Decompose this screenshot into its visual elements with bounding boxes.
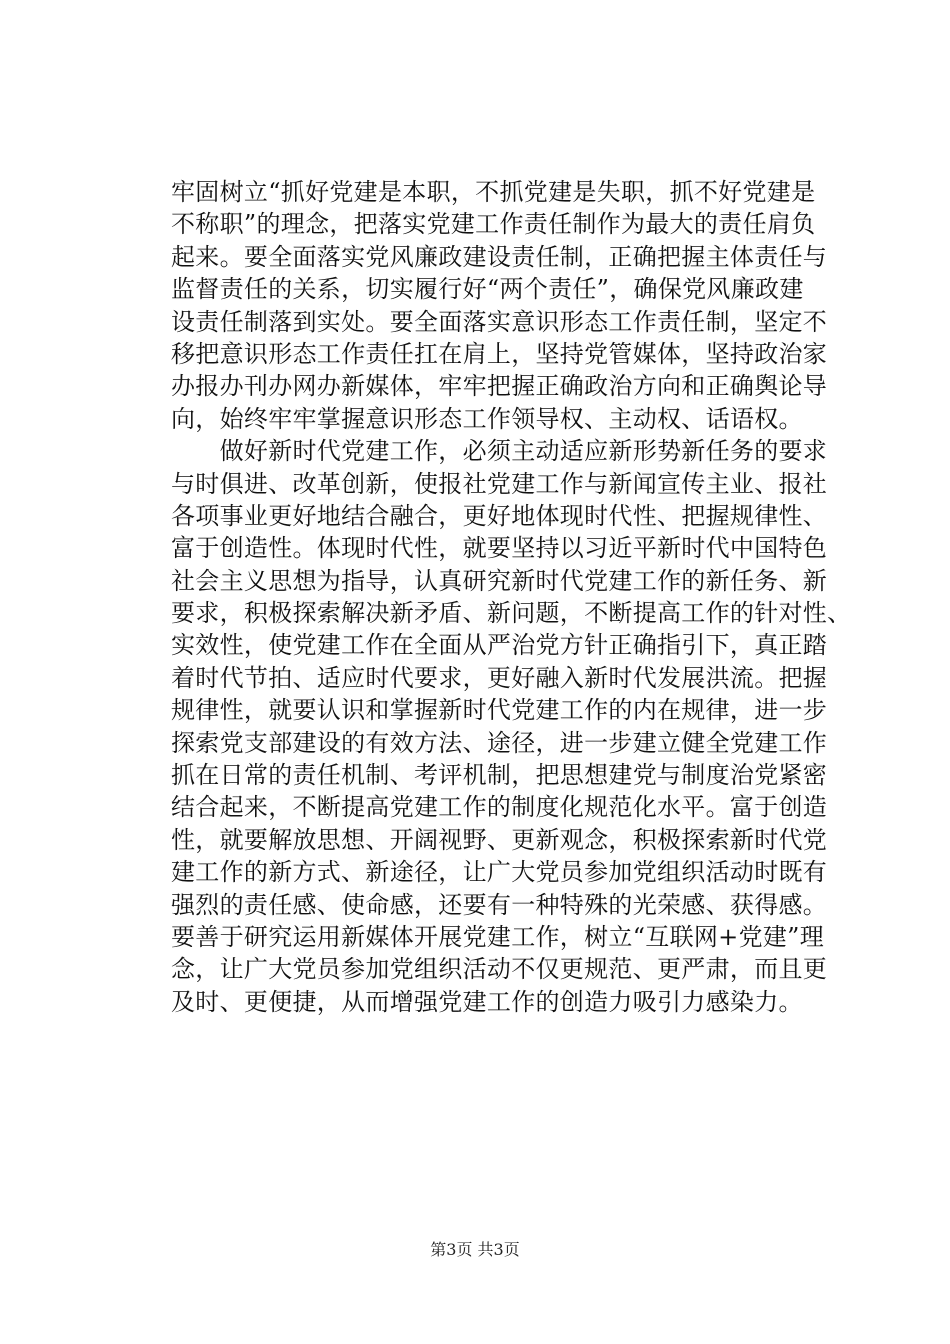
text-line: 做好新时代党建工作，必须主动适应新形势新任务的要求 [171,437,828,466]
text-line: 起来。要全面落实党风廉政建设责任制，正确把握主体责任与 [171,242,828,271]
text-line: 社会主义思想为指导，认真研究新时代党建工作的新任务、新 [171,566,828,595]
text-line: 向，始终牢牢掌握意识形态工作领导权、主动权、话语权。 [171,404,803,433]
text-line: 实效性，使党建工作在全面从严治党方针正确指引下，真正踏 [171,631,828,660]
text-line: 办报办刊办网办新媒体，牢牢把握正确政治方向和正确舆论导 [171,372,828,401]
text-line: 念，让广大党员参加党组织活动不仅更规范、更严肃，而且更 [171,955,828,984]
text-line: 探索党支部建设的有效方法、途径，进一步建立健全党建工作 [171,728,828,757]
text-line: 着时代节拍、适应时代要求，更好融入新时代发展洪流。把握 [171,663,828,692]
body-text [171,176,852,1018]
text-line: 规律性，就要认识和掌握新时代党建工作的内在规律，进一步 [171,696,828,725]
text-line: 富于创造性。体现时代性，就要坚持以习近平新时代中国特色 [171,534,828,563]
text-line: 建工作的新方式、新途径，让广大党员参加党组织活动时既有 [171,858,828,887]
text-line: 强烈的责任感、使命感，还要有一种特殊的光荣感、获得感。 [171,890,828,919]
text-line: 结合起来，不断提高党建工作的制度化规范化水平。富于创造 [171,793,828,822]
text-line: 要善于研究运用新媒体开展党建工作，树立“互联网+党建”理 [171,922,825,951]
text-line: 监督责任的关系，切实履行好“两个责任”，确保党风廉政建 [171,275,804,304]
page-number-footer: 第3页 共3页 [430,1240,520,1259]
text-line: 设责任制落到实处。要全面落实意识形态工作责任制，坚定不 [171,307,828,336]
text-line: 牢固树立“抓好党建是本职，不抓党建是失职，抓不好党建是 [171,178,816,206]
text-line: 要求，积极探索解决新矛盾、新问题，不断提高工作的针对性、 [171,599,852,628]
text-line: 各项事业更好地结合融合，更好地体现时代性、把握规律性、 [171,501,828,530]
text-line: 不称职”的理念，把落实党建工作责任制作为最大的责任肩负 [171,210,816,239]
text-line: 与时俱进、改革创新，使报社党建工作与新闻宣传主业、报社 [171,469,828,498]
text-line: 及时、更便捷，从而增强党建工作的创造力吸引力感染力。 [171,987,803,1016]
text-line: 性，就要解放思想、开阔视野、更新观念，积极探索新时代党 [171,825,828,854]
text-line: 抓在日常的责任机制、考评机制，把思想建党与制度治党紧密 [171,761,828,790]
text-line: 移把意识形态工作责任扛在肩上，坚持党管媒体，坚持政治家 [171,339,828,368]
